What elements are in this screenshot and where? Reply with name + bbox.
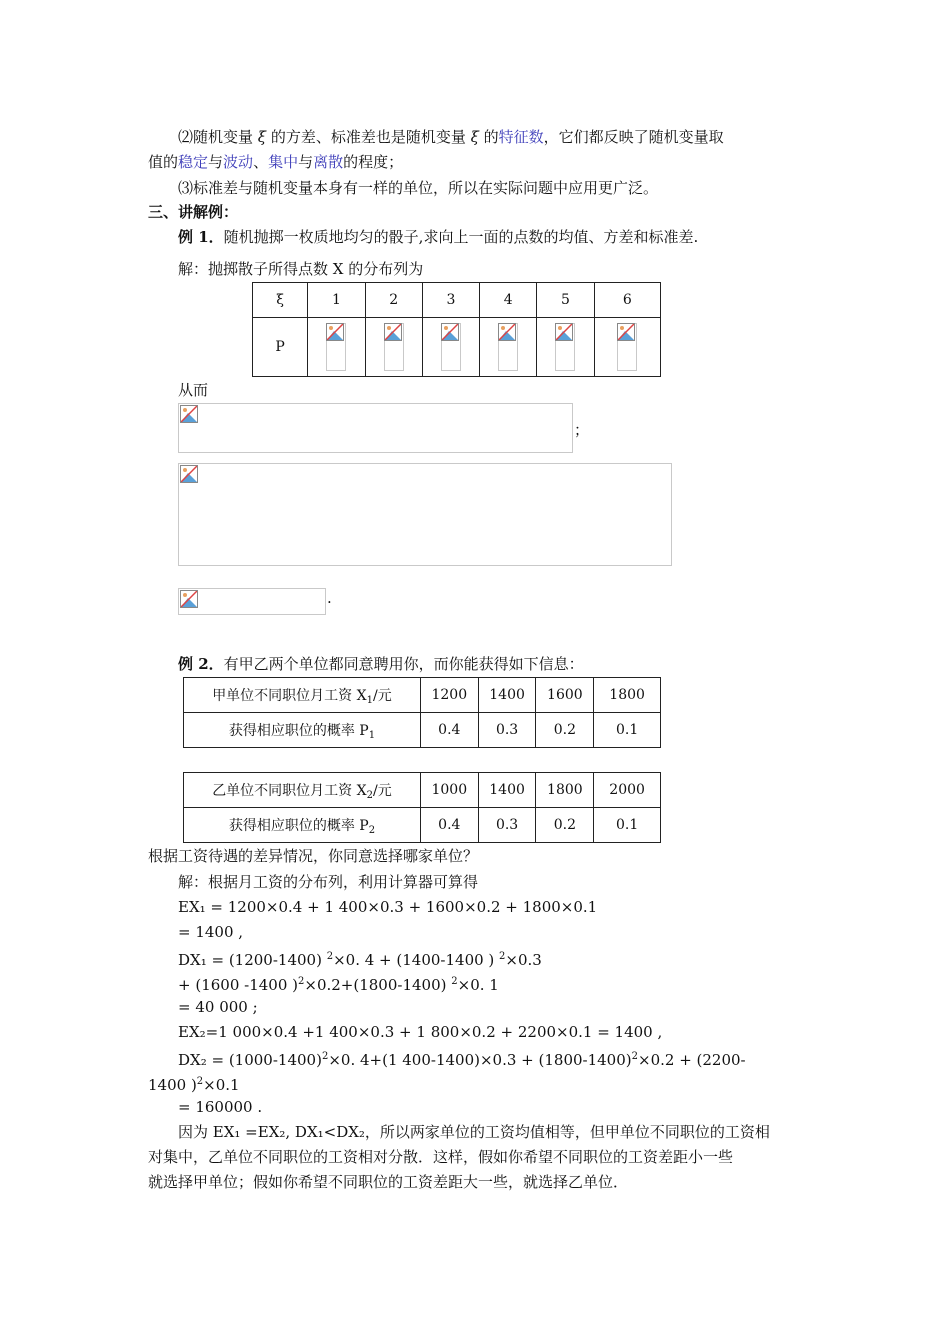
table-cell: 0.2 [536, 808, 594, 843]
broken-image-icon [326, 323, 346, 371]
calc-line: DX₁ = (1200-1400) $^2$×0. 4 + (1400-1400 ) $^2$×0.3 [178, 951, 542, 969]
table-cell: 6 [594, 283, 660, 318]
table-cell: 0.4 [420, 713, 478, 748]
dice-distribution-table [252, 282, 661, 377]
ex1-statement: 例 1．随机抛掷一枚质地均匀的骰子,求向上一面的点数的均值、方差和标准差. [178, 228, 699, 246]
table-cell: 2 [365, 283, 422, 318]
table-cell: 1800 [536, 773, 594, 808]
period: . [327, 589, 332, 607]
congshi-text: 从而 [178, 381, 209, 399]
table-cell [365, 318, 422, 377]
table-cell: 0.2 [536, 713, 594, 748]
table-cell: 5 [537, 283, 594, 318]
broken-image-icon [180, 465, 198, 483]
broken-image-icon [498, 323, 518, 371]
broken-image-icon [555, 323, 575, 371]
link-lisan[interactable]: 离散 [313, 153, 344, 171]
wage-table-yi [183, 772, 661, 843]
table-cell: 1400 [478, 678, 536, 713]
broken-image-icon [180, 590, 198, 608]
table-cell: 0.3 [478, 713, 536, 748]
table-cell: 1 [308, 283, 365, 318]
calc-line: 1400 )$^2$×0.1 [148, 1076, 240, 1094]
table-cell [537, 318, 594, 377]
calc-line: = 40 000 ; [178, 998, 258, 1016]
conclusion-line: 对集中，乙单位不同职位的工资相对分散．这样，假如你希望不同职位的工资差距小一些 [148, 1148, 734, 1166]
table-head: 乙单位不同职位月工资 $X_2/$元 [184, 773, 421, 808]
table-cell [480, 318, 537, 377]
link-wending[interactable]: 稳定 [178, 153, 209, 171]
conclusion-line: 因为 EX₁ =EX₂, DX₁<DX₂，所以两家单位的工资均值相等，但甲单位不同职位的工资相 [178, 1123, 770, 1141]
formula-image-mean [178, 403, 573, 453]
table-cell: 1000 [420, 773, 478, 808]
calc-line: = 1400 , [178, 923, 244, 941]
conclusion-line: 就选择甲单位；假如你希望不同职位的工资差距大一些，就选择乙单位． [148, 1173, 629, 1191]
table-cell: 1600 [536, 678, 594, 713]
calc-line: EX₂=1 000×0.4 +1 400×0.3 + 1 800×0.2 + 2200×0.1 = 1400 , [178, 1023, 663, 1041]
table-cell: 4 [480, 283, 537, 318]
table-head: 获得相应职位的概率 $P_2$ [184, 808, 421, 843]
calc-line: + (1600 -1400 )$^2$×0.2+(1800-1400) $^2$×0. 1 [178, 976, 499, 994]
table-head-p: P [253, 318, 308, 377]
wage-table-jia [183, 677, 661, 748]
section-title: 三、讲解例： [148, 203, 239, 221]
table-cell: 0.3 [478, 808, 536, 843]
xi-symbol: ξ [257, 128, 267, 146]
ex1-label: 例 1． [178, 228, 224, 246]
question: 根据工资待遇的差异情况，你同意选择哪家单位？ [148, 847, 479, 865]
table-head: 甲单位不同职位月工资 $X_1/$元 [184, 678, 421, 713]
table-cell: 1400 [478, 773, 536, 808]
table-cell [594, 318, 660, 377]
broken-image-icon [180, 405, 198, 423]
table-cell: 0.1 [594, 713, 661, 748]
ex2-statement: 例 2．有甲乙两个单位都同意聘用你，而你能获得如下信息： [178, 655, 584, 673]
table-cell: 0.4 [420, 808, 478, 843]
xi-symbol: ξ [470, 128, 479, 146]
table-cell: 2000 [594, 773, 661, 808]
table-cell: 3 [422, 283, 479, 318]
formula-image-variance [178, 463, 672, 566]
calc-line: DX₂ = (1000-1400)$^2$×0. 4+(1 400-1400)×0.3 + (1800-1400)$^2$×0.2 + (2200- [178, 1051, 746, 1069]
table-cell: 0.1 [594, 808, 661, 843]
table-head: 获得相应职位的概率 $P_1$ [184, 713, 421, 748]
broken-image-icon [441, 323, 461, 371]
ex2-solution-intro: 解：根据月工资的分布列，利用计算器可算得 [178, 873, 479, 891]
calc-line: EX₁ = 1200×0.4 + 1 400×0.3 + 1600×0.2 + 1800×0.1 [178, 898, 598, 916]
formula-image-stddev [178, 588, 326, 615]
ex2-label: 例 2． [178, 655, 224, 673]
link-tezhengshu[interactable]: 特征数 [498, 128, 544, 146]
table-cell [422, 318, 479, 377]
table-cell [308, 318, 365, 377]
para-2-line-1: ⑵随机变量 ξ 的方差、标准差也是随机变量 ξ 的特征数，它们都反映了随机变量取 [178, 128, 724, 146]
para-2-line-2: 值的稳定与波动、集中与离散的程度； [148, 153, 404, 171]
ex1-solution-intro: 解：抛掷散子所得点数 X 的分布列为 [178, 260, 424, 278]
table-head-xi: ξ [253, 283, 308, 318]
broken-image-icon [384, 323, 404, 371]
table-cell: 1800 [594, 678, 661, 713]
calc-line: = 160000 . [178, 1098, 263, 1116]
link-jizhong[interactable]: 集中 [268, 153, 299, 171]
para-3: ⑶标准差与随机变量本身有一样的单位，所以在实际问题中应用更广泛。 [178, 179, 659, 197]
broken-image-icon [617, 323, 637, 371]
table-cell: 1200 [420, 678, 478, 713]
link-bodong[interactable]: 波动 [223, 153, 254, 171]
semicolon: ； [574, 421, 590, 439]
